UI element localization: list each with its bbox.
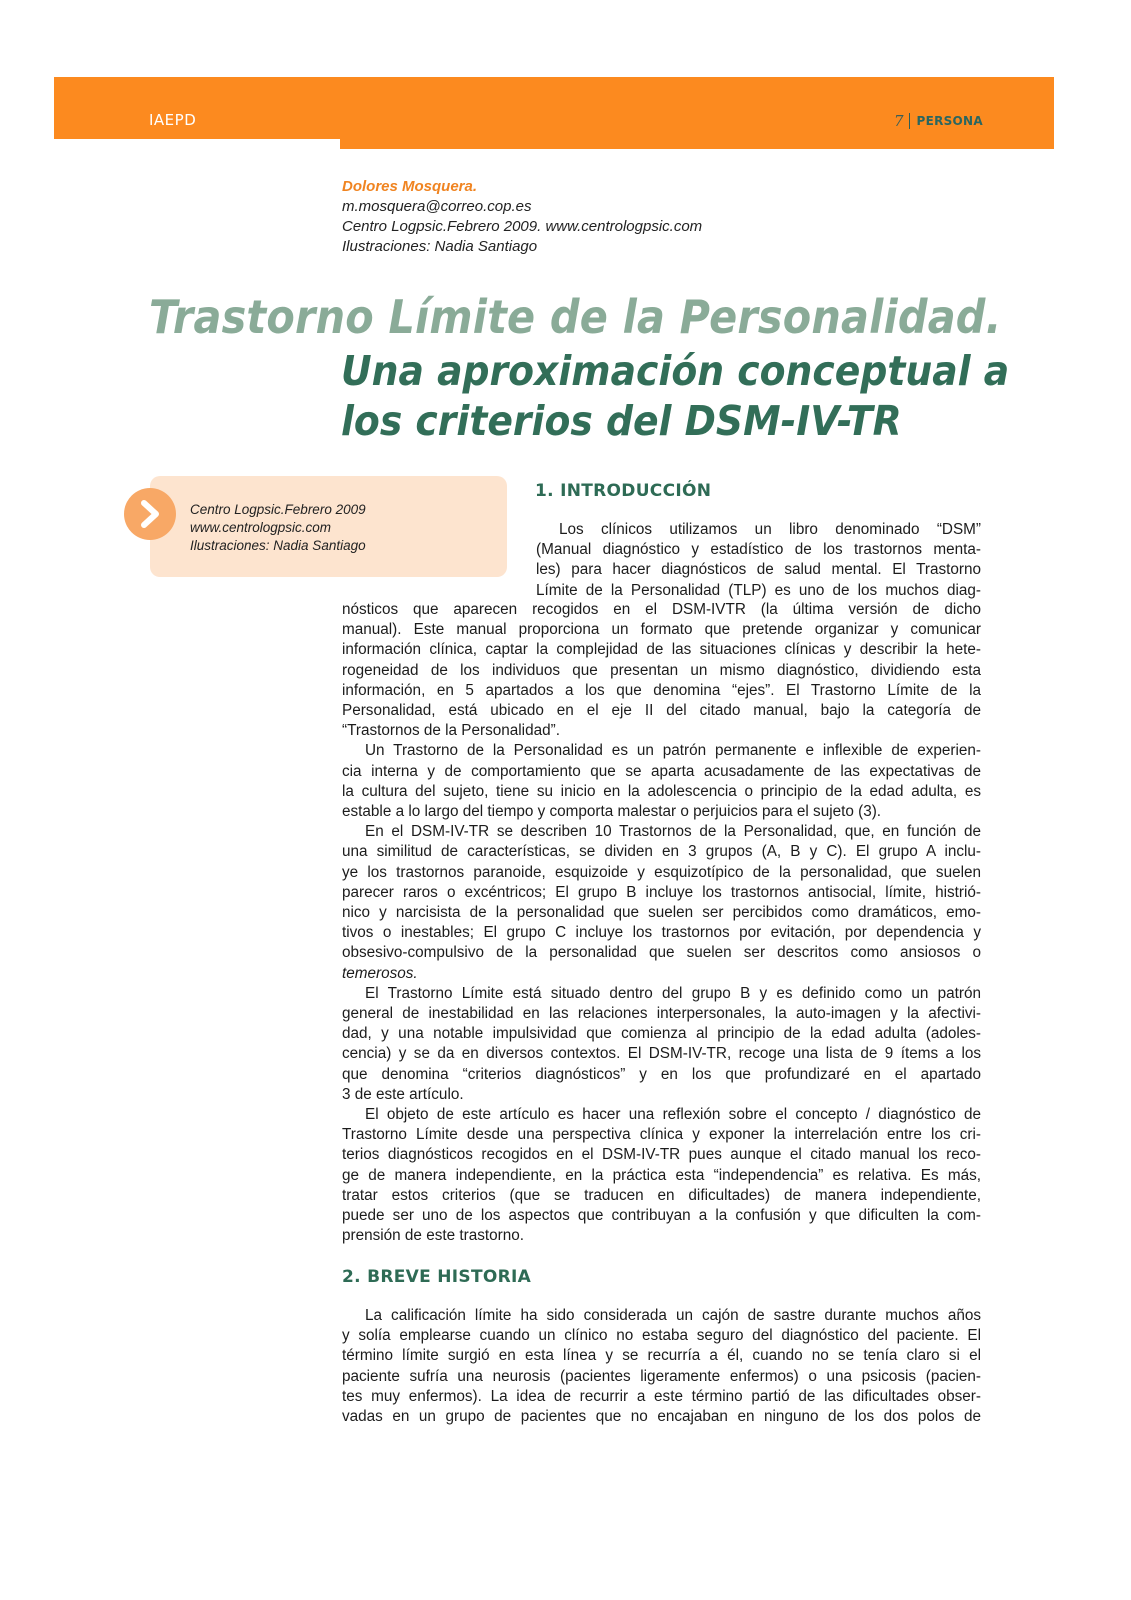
text-line: tes muy enfermos). La idea de recurrir a este término partió de las dificultades obser- — [342, 1387, 981, 1405]
subtitle-line-2: los criterios del DSM-IV-TR — [341, 397, 902, 445]
text-line: obsesivo-compulsivo de la personalidad que suelen ser descritos como ansiosos o — [342, 944, 981, 962]
illustrations-credit: Ilustraciones: Nadia Santiago — [342, 238, 538, 255]
text-line: terios diagnósticos recogidos en el DSM-IV-TR pues aunque el citado manual los reco- — [342, 1146, 981, 1164]
text-line: que denomina “criterios diagnósticos” y en los que profundizaré en el apartado — [342, 1065, 981, 1083]
byline — [342, 177, 702, 257]
historia-body — [342, 1306, 981, 1427]
text-line: prensión de este trastorno. — [342, 1227, 524, 1245]
text-line: Un Trastorno de la Personalidad es un patrón permanente e inflexible de experien- — [365, 742, 981, 760]
author-center: Centro Logpsic.Febrero 2009. www.centrologpsic.com — [342, 218, 703, 235]
text-line: “Trastornos de la Personalidad”. — [342, 722, 560, 740]
text-line: El objeto de este artículo es hacer una reflexión sobre el concepto / diagnóstico de — [365, 1106, 981, 1124]
text-line: manual). Este manual proporciona un formato que pretende organizar y comunicar — [342, 621, 981, 639]
intro-body — [342, 600, 981, 1247]
text-line: nósticos que aparecen recogidos en el DSM-IVTR (la última versión de dicho — [342, 601, 981, 618]
text-line: En el DSM-IV-TR se describen 10 Trastornos de la Personalidad, que, en función de — [365, 823, 981, 841]
text-line: dad, y una notable impulsividad que comienza al principio de la edad adulta (adoles- — [342, 1025, 981, 1043]
text-line: tivos o inestables; El grupo C incluye los trastornos por evitación, por dependencia y — [342, 924, 981, 942]
section-label: PERSONA — [916, 114, 983, 128]
text-line: una similitud de características, se dividen en 3 grupos (A, B y C). El grupo A inclu- — [342, 843, 981, 861]
text-line: y solía emplearse cuando un clínico no estaba seguro del diagnóstico del paciente. El — [342, 1327, 981, 1345]
text-line: paciente sufría una neurosis (pacientes ligeramente enfermos) o una psicosis (pacien- — [342, 1367, 981, 1385]
section-heading-breve-historia: 2. BREVE HISTORIA — [342, 1267, 532, 1287]
text-line: información, en 5 apartados a los que denomina “ejes”. El Trastorno Límite de la — [342, 681, 981, 699]
chevron-right-icon — [124, 488, 176, 540]
sidebar-line-3: Ilustraciones: Nadia Santiago — [190, 538, 366, 553]
header-band-left — [54, 77, 344, 139]
text-line: tratar estos criterios (que se traducen en dificultades) de manera independiente, — [342, 1186, 981, 1204]
text-line: la cultura del sujeto, tiene su inicio en la adolescencia o principio de la edad adulta, es — [342, 782, 981, 800]
text-line: (Manual diagnóstico y estadístico de los trastornos menta- — [536, 541, 981, 559]
text-line: nico y narcisista de la personalidad que suelen ser percibidos como dramáticos, emo- — [342, 904, 981, 922]
text-line: parecer raros o excéntricos; El grupo B incluye los trastornos antisocial, límite, histrió- — [342, 883, 981, 901]
publisher-label: IAEPD — [149, 111, 197, 129]
subtitle-line-1: Una aproximación conceptual a — [341, 347, 1010, 395]
author-name: Dolores Mosquera. — [342, 178, 478, 195]
text-line: estable a lo largo del tiempo y comporta malestar o perjuicios para el sujeto (3). — [342, 803, 882, 821]
text-line: temerosos. — [342, 964, 418, 982]
text-line: vadas en un grupo de pacientes que no encajaban en ninguno de los dos polos de — [342, 1408, 981, 1426]
text-line: La calificación límite ha sido considerada un cajón de sastre durante muchos años — [365, 1307, 981, 1324]
text-line: Trastorno Límite desde una perspectiva clínica y exponer la interrelación entre los cri- — [342, 1126, 981, 1144]
text-line: general de inestabilidad en las relaciones interpersonales, la auto-imagen y la afectivi- — [342, 1005, 981, 1023]
text-line: ge de manera independiente, en la práctica esta “independencia” es relativa. Es más, — [342, 1166, 981, 1184]
intro-paragraph-top — [536, 520, 981, 601]
page-subtitle — [341, 346, 1009, 446]
header-divider — [909, 113, 910, 129]
text-line: rogeneidad de los individuos que presentan un mismo diagnóstico, dividiendo esta — [342, 661, 981, 679]
text-line: El Trastorno Límite está situado dentro del grupo B y es definido como un patrón — [365, 984, 981, 1002]
page-title: Trastorno Límite de la Personalidad. — [149, 290, 1002, 344]
text-line: Personalidad, está ubicado en el eje II del citado manual, bajo la categoría de — [342, 702, 981, 720]
sidebar-line-2: www.centrologpsic.com — [190, 520, 332, 535]
page-number: 7 — [893, 112, 904, 130]
text-line: cia interna y de comportamiento que se aparta acusadamente de las expectativas de — [342, 762, 981, 780]
text-line: 3 de este artículo. — [342, 1085, 464, 1103]
text-line: puede ser uno de los aspectos que contribuyan a la confusión y que dificulten la com- — [342, 1207, 981, 1225]
text-line: término límite surgió en esta línea y se recurría a él, cuando no se tenía claro si el — [342, 1347, 981, 1365]
page-header-right — [894, 112, 983, 130]
text-line: información clínica, captar la complejidad de las situaciones clínicas y describir la hete- — [342, 641, 981, 659]
sidebar-line-1: Centro Logpsic.Febrero 2009 — [190, 502, 366, 517]
text-line: cencia) y se da en diversos contextos. El DSM-IV-TR, recoge una lista de 9 ítems a los — [342, 1045, 981, 1063]
sidebar-text — [190, 501, 366, 555]
text-line: Límite de la Personalidad (TLP) es uno de los muchos diag- — [536, 581, 981, 599]
text-line: ye los trastornos paranoide, esquizoide y esquizotípico de la personalidad, que suelen — [342, 863, 981, 881]
section-heading-introduccion: 1. INTRODUCCIÓN — [535, 481, 712, 501]
text-line: les) para hacer diagnósticos de salud mental. El Trastorno — [536, 561, 981, 579]
text-line: Los clínicos utilizamos un libro denominado “DSM” — [559, 521, 981, 538]
author-email[interactable]: m.mosquera@correo.cop.es — [342, 198, 532, 215]
